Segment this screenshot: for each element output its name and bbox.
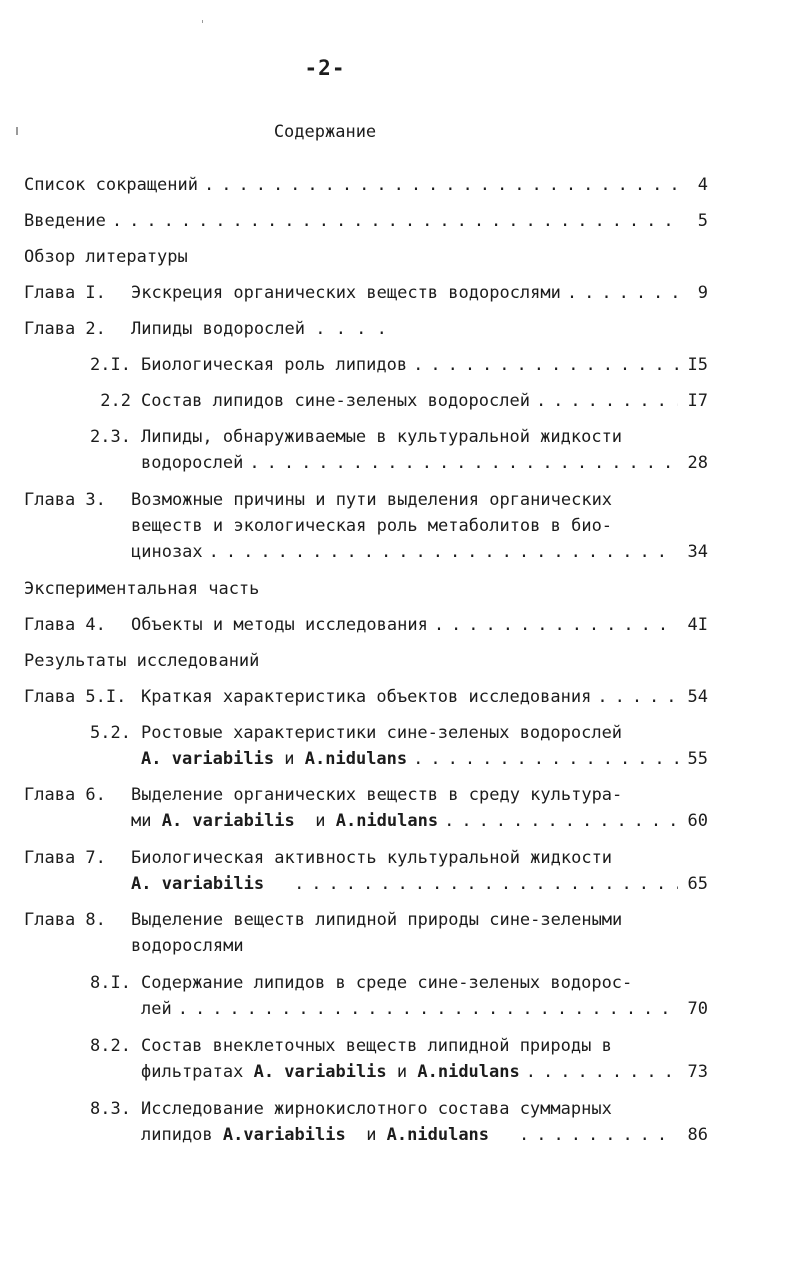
section-heading-experimental: Экспериментальная часть (24, 579, 260, 599)
species-name: A. variabilis (141, 749, 275, 769)
dot-leader (413, 352, 678, 378)
dot-leader (178, 996, 678, 1022)
toc-entry-abbreviations[interactable] (24, 172, 708, 198)
section-label: 2.2 (100, 391, 131, 411)
section-heading-results: Результаты исследований (24, 651, 260, 671)
dot-leader (204, 172, 678, 198)
chapter-label: Глава 7. (24, 848, 106, 868)
toc-entry-chapter-1[interactable] (24, 280, 708, 306)
dot-leader (444, 808, 678, 834)
dot-leader (209, 539, 678, 565)
toc-entry-text: веществ и экологическая роль метаболитов в био- (131, 516, 613, 536)
toc-page-number: 73 (687, 1062, 708, 1082)
species-name: A.nidulans (386, 1125, 490, 1145)
dot-leader (526, 1059, 678, 1085)
toc-entry-chapter-3[interactable] (24, 487, 708, 565)
toc-entry-text: Содержание липидов в среде сине-зеленых водорос- (141, 973, 633, 993)
section-label: 8.3. (90, 1099, 131, 1119)
toc-entry-text: Список сокращений (24, 175, 198, 195)
chapter-label: Глава 8. (24, 910, 106, 930)
dot-leader (597, 684, 678, 710)
section-label: 8.2. (90, 1036, 131, 1056)
toc-page-number: 4I (687, 615, 708, 635)
toc-title: Содержание (273, 122, 377, 142)
toc-entry-text: Состав внеклеточных веществ липидной природы в (141, 1036, 612, 1056)
toc-entry-text: Состав липидов сине-зеленых водорослей (141, 391, 530, 411)
toc-entry-text: Выделение органических веществ в среду культура- (131, 785, 623, 805)
toc-entry-text: Липиды водорослей . . . . (131, 319, 387, 339)
chapter-label: Глава 2. (24, 319, 106, 339)
toc-page-number: 65 (687, 874, 708, 894)
section-heading-review: Обзор литературы (24, 247, 188, 267)
dot-leader (567, 280, 678, 306)
chapter-label: Глава 6. (24, 785, 106, 805)
toc-entry-chapter-7[interactable] (24, 845, 708, 897)
toc-entry-text: Объекты и методы исследования (131, 615, 428, 635)
toc-entry-chapter-5-1[interactable] (24, 684, 708, 710)
toc-page-number: I7 (687, 391, 708, 411)
dot-leader (434, 612, 678, 638)
toc-entry-text: Липиды, обнаруживаемые в культуральной жидкости (141, 427, 623, 447)
toc-entry-text: водорослей (141, 453, 244, 473)
toc-entry-introduction[interactable] (24, 208, 708, 234)
toc-page-number: 4 (697, 175, 708, 195)
toc-page-number: 34 (687, 542, 708, 562)
section-label: 2.3. (90, 427, 131, 447)
page-number: -2- (304, 56, 346, 80)
toc-page-number: 60 (687, 811, 708, 831)
dot-leader (294, 871, 678, 897)
toc-page-number: I5 (687, 355, 708, 375)
toc-entry-section-2-3[interactable] (24, 424, 708, 476)
dot-leader (249, 450, 678, 476)
section-label: 5.2. (90, 723, 131, 743)
toc-entry-chapter-6[interactable]: Глава 6. Выделение органических веществ в среду культура- ми A. variabilis и A.nidulans ..... 60 (24, 782, 708, 834)
dot-leader (536, 388, 678, 414)
species-name: A. variabilis (161, 811, 295, 831)
species-name: A.variabilis (222, 1125, 346, 1145)
chapter-label: Глава I. (24, 283, 106, 303)
toc-entry-section-5-2[interactable]: 5.2. Ростовые характеристики сине-зеленых водорослей A. variabilis и A.nidulans ..... 55 (24, 720, 708, 772)
toc-entry-section-2-1[interactable] (24, 352, 708, 378)
chapter-label: Глава 3. (24, 490, 106, 510)
toc-entry-text: водорослями (131, 936, 244, 956)
toc-entry-text: Ростовые характеристики сине-зеленых водорослей (141, 723, 623, 743)
toc-entry-chapter-2[interactable] (24, 316, 708, 342)
dot-leader (112, 208, 678, 234)
dot-leader (413, 746, 678, 772)
toc-entry-text: Биологическая активность культуральной жидкости (131, 848, 613, 868)
species-name: A.nidulans (304, 749, 408, 769)
species-name: A.nidulans (335, 811, 439, 831)
toc-page-number: 55 (687, 749, 708, 769)
toc-page-number: 86 (687, 1125, 708, 1145)
toc-page-number: 5 (697, 211, 708, 231)
toc-entry-section-8-1[interactable] (24, 970, 708, 1022)
toc-entry-text: Введение (24, 211, 106, 231)
toc-page-number: 54 (687, 687, 708, 707)
dot-leader (519, 1122, 678, 1148)
section-label: 8.I. (90, 973, 131, 993)
toc-entry-chapter-4[interactable] (24, 612, 708, 638)
scan-speck (202, 20, 203, 23)
toc-entry-chapter-8[interactable] (24, 907, 708, 959)
toc-page-number: 28 (687, 453, 708, 473)
toc-page-number: 70 (687, 999, 708, 1019)
species-name: A. variabilis (131, 874, 265, 894)
chapter-label: Глава 5.I. (24, 687, 127, 707)
toc-entry-section-8-3[interactable]: 8.3. Исследование жирнокислотного состава суммарных липидов A.variabilis и A.nidulans ..... 86 (24, 1096, 708, 1148)
toc-entry-text: Исследование жирнокислотного состава суммарных (141, 1099, 612, 1119)
section-label: 2.I. (90, 355, 131, 375)
toc-entry-text: Краткая характеристика объектов исследования (141, 687, 592, 707)
toc-entry-text: Выделение веществ липидной природы сине-зелеными (131, 910, 623, 930)
toc-entry-text: Биологическая роль липидов (141, 355, 408, 375)
toc-entry-text: лей (141, 999, 172, 1019)
species-name: A.nidulans (417, 1062, 520, 1082)
toc-page-number: 9 (697, 283, 708, 303)
toc-entry-section-2-2[interactable] (24, 388, 708, 414)
toc-entry-text: Возможные причины и пути выделения органических (131, 490, 613, 510)
chapter-label: Глава 4. (24, 615, 106, 635)
species-name: A. variabilis (253, 1062, 387, 1082)
toc-entry-text: цинозах (131, 542, 203, 562)
toc-entry-section-8-2[interactable]: 8.2. Состав внеклеточных веществ липидной природы в фильтратах A. variabilis и A.nidulans ..... 73 (24, 1033, 708, 1085)
toc-entry-text: Экскреция органических веществ водорослями (131, 283, 561, 303)
